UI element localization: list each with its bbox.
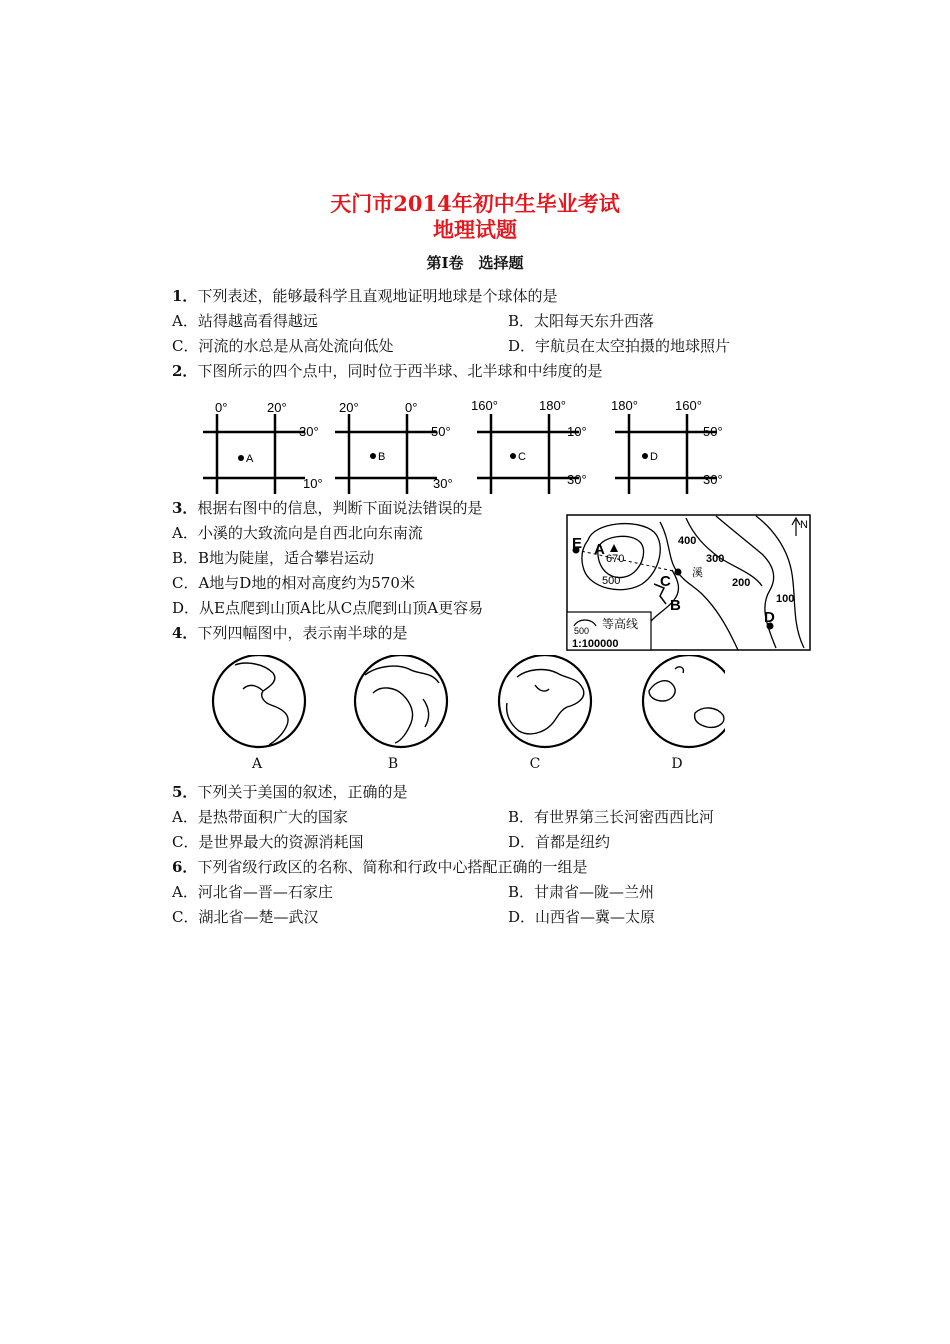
grid-label: 10° (567, 424, 587, 439)
map-point-label: D (764, 609, 775, 626)
section-heading: 第Ⅰ卷 选择题 (426, 254, 524, 272)
question-number: 5． (172, 783, 198, 801)
q5-option-c: C．是世界最大的资源消耗国 (172, 833, 364, 851)
globe-a (213, 655, 305, 747)
question-text: 下列关于美国的叙述，正确的是 (197, 783, 408, 801)
grid-label: 10° (303, 476, 323, 491)
question-number: 4． (172, 624, 198, 642)
point-dot (238, 455, 244, 461)
contour-value: 100 (776, 593, 795, 605)
q3-option-b: B．B地为陡崖，适合攀岩运动 (172, 549, 375, 567)
globe-label-a: A (251, 756, 263, 772)
stream-label: 溪 (692, 567, 703, 579)
legend-value: 500 (574, 626, 590, 636)
contour-value: 200 (732, 577, 751, 589)
map-point-label: B (670, 597, 681, 614)
map-scale: 1:100000 (572, 638, 619, 650)
q6-option-c: C．湖北省—楚—武汉 (172, 908, 319, 926)
map-point-label: E (572, 535, 583, 552)
q3-option-d: D．从E点爬到山顶A比从C点爬到山顶A更容易 (172, 599, 484, 617)
globe-c (499, 655, 591, 747)
question-text: 下列四幅图中，表示南半球的是 (197, 624, 408, 642)
grid-a (203, 400, 323, 494)
question-number: 3． (172, 499, 198, 517)
globe-d (643, 655, 725, 747)
question-text: 下图所示的四个点中，同时位于西半球、北半球和中纬度的是 (197, 362, 603, 380)
grid-label: 180° (539, 398, 566, 413)
map-point-label: C (660, 573, 671, 590)
point-label: D (650, 451, 658, 463)
question-number: 2． (172, 362, 198, 380)
grid-d (611, 398, 723, 494)
contour-value: 300 (706, 553, 725, 565)
q5-option-a: A．是热带面积广大的国家 (172, 808, 348, 826)
grid-b (335, 400, 453, 494)
lat-long-grids-figure (195, 396, 755, 498)
north-label: N (800, 519, 808, 531)
question-3 (172, 497, 482, 518)
question-2 (172, 360, 602, 381)
point-dot (370, 453, 376, 459)
point-c-dot (675, 569, 682, 576)
globe-label-c: C (529, 756, 541, 772)
q6-option-d: D．山西省—冀—太原 (508, 908, 656, 926)
point-label: B (378, 451, 386, 463)
q3-option-c: C．A地与D地的相对高度约为570米 (172, 574, 415, 592)
grid-label: 20° (339, 400, 359, 415)
q1-option-a: A．站得越高看得越远 (172, 312, 318, 330)
question-5 (172, 781, 407, 802)
q5-option-d: D．首都是纽约 (508, 833, 611, 851)
grid-label: 180° (611, 398, 638, 413)
grid-label: 160° (675, 398, 702, 413)
q3-option-a: A．小溪的大致流向是自西北向东南流 (172, 524, 423, 542)
grid-label: 0° (405, 400, 418, 415)
grid-label: 50° (431, 424, 451, 439)
contour-value: 400 (678, 535, 697, 547)
q6-option-b: B．甘肃省—陇—兰州 (508, 883, 655, 901)
exam-subtitle: 地理试题 (433, 217, 517, 242)
grid-label: 30° (433, 476, 453, 491)
question-number: 6． (172, 858, 198, 876)
question-1 (172, 285, 557, 306)
globe-b (355, 655, 447, 747)
grid-label: 20° (267, 400, 287, 415)
point-label: A (246, 453, 254, 465)
map-point-label: A (594, 541, 605, 558)
grid-c (471, 398, 587, 494)
question-text: 根据右图中的信息，判断下面说法错误的是 (197, 499, 483, 517)
point-dot (510, 453, 516, 459)
contour-value: 500 (602, 575, 621, 587)
q1-option-c: C．河流的水总是从高处流向低处 (172, 337, 394, 355)
question-4 (172, 622, 407, 643)
globe-label-d: D (671, 756, 683, 772)
exam-title: 天门市2014年初中生毕业考试 (330, 191, 620, 216)
point-label: C (518, 451, 526, 463)
question-text: 下列表述，能够最科学且直观地证明地球是个球体的是 (197, 287, 558, 305)
q5-option-b: B．有世界第三长河密西西比河 (508, 808, 715, 826)
grid-label: 50° (703, 424, 723, 439)
peak-elevation: 670 (606, 553, 625, 565)
globe-label-b: B (387, 756, 399, 772)
grid-label: 160° (471, 398, 498, 413)
q1-option-d: D．宇航员在太空拍摄的地球照片 (508, 337, 731, 355)
legend-label: 等高线 (602, 617, 639, 631)
question-6 (172, 856, 587, 877)
grid-label: 30° (299, 424, 319, 439)
contour-map (566, 514, 812, 652)
hemisphere-globes-figure (205, 655, 725, 755)
question-number: 1． (172, 287, 198, 305)
grid-label: 30° (703, 472, 723, 487)
q6-option-a: A．河北省—晋—石家庄 (172, 883, 333, 901)
question-text: 下列省级行政区的名称、简称和行政中心搭配正确的一组是 (197, 858, 588, 876)
grid-label: 0° (215, 400, 228, 415)
grid-label: 30° (567, 472, 587, 487)
q1-option-b: B．太阳每天东升西落 (508, 312, 655, 330)
point-dot (642, 453, 648, 459)
